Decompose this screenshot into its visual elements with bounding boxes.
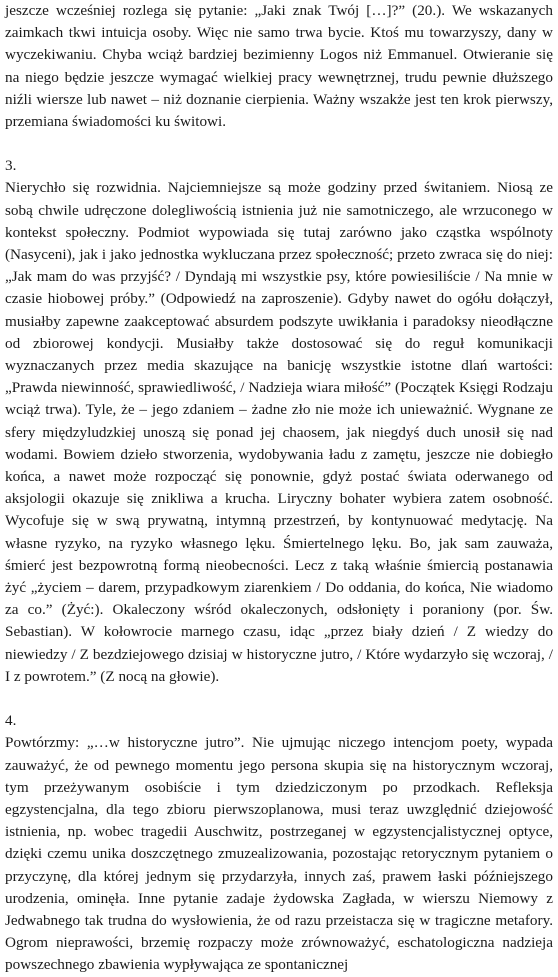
paragraph-intro: jeszcze wcześniej rozlega się pytanie: „Jaki znak Twój […]?” (20.). We wskazanych zaimkach tkwi intuicja osoby. Więc nie samo trwa bycie. Ktoś mu towarzyszy, dany w wyczekiwaniu. Chyba wciąż bardziej bezimienny Logos niż Emmanuel. Otwieranie się na niego będzie jeszcze wymagać wielkiej pracy wewnętrznej, trudu pewnie dłuższego niźli wiersze lub nawet – niż doznanie cierpienia. Ważny wszakże jest ten krok pierwszy, przemiana świadomości ku świtowi.	[5, 2, 553, 131]
section-number-3: 3.	[5, 157, 17, 175]
paragraph-section-4: Powtórzmy: „…w historyczne jutro”. Nie ujmując niczego intencjom poety, wypada zauważyć, że od pewnego momentu jego persona skupia się na historycznym wczoraj, tym przeżywanym osobiście i tym dziedziczonym po przodkach. Refleksja egzystencjalna, dla tego zbioru pierwszoplanowa, musi teraz uwzględnić dziejowość istnienia, np. wobec tragedii Auschwitz, postrzeganej w egzystencjalistycznej optyce, dzięki czemu unika doszczętnego zmuzealizowania, pozostając retorycznym pytaniem o przyczynę, dla której jednym się przydarzyła, innych zaś, prawem łaski późniejszego urodzenia, ominęła. Inne pytanie zadaje żydowska Zagłada, w wierszu Niemowy z Jedwabnego tak trudna do wysłowienia, że od razu przeistacza się w tragiczne metafory. Ogrom nieprawości, brzemię rozpaczy może zrównoważyć, eschatologiczna nadzieja powszechnego zbawienia wypływająca ze spontanicznej	[5, 734, 553, 974]
document-page	[5, 0, 553, 977]
paragraph-section-3: Nierychło się rozwidnia. Najciemniejsze są może godziny przed świtaniem. Niosą ze sobą chwile udręczone dolegliwością istnienia już nie samotniczego, ale wrzuconego w kontekst społeczny. Podmiot wypowiada się tutaj zarówno jako cząstka wspólnoty (Nasyceni), jak i jako jednostka wykluczana przez społeczność; przeto zwraca się do niej: „Jak mam do was przyjść? / Dyndają mi wszystkie psy, które powiesiliście / Na mnie w czasie hiobowej próby.” (Odpowiedź na zaproszenie). Gdyby nawet do ogółu dołączył, musiałby zapewne zaakceptować absurdem podszyte uwikłania i paradoksy nieodłączne od zbiorowej kondycji. Musiałby także dostosować się do reguł komunikacji wyznaczanych przez media skazujące na banicję wszystkie istotne dlań wartości: „Prawda niewinność, sprawiedliwość, / Nadzieja wiara miłość” (Początek Księgi Rodzaju wciąż trwa). Tyle, że – jego zdaniem – żadne zło nie może ich unieważnić. Wygnane ze sfery międzyludzkiej unoszą się ponad jej chaosem, jak niegdyś duch unosił się nad wodami. Bowiem dzieło stworzenia, wydobywania ładu z zamętu, jeszcze nie dobiegło końca, a nawet może rozpocząć się ponownie, gdyż postać świata oderwanego od aksjologii okazuje się znikliwa a krucha. Liryczny bohater wybiera zatem osobność. Wycofuje się w swą prywatną, intymną przestrzeń, by kontynuować medytację. Na własne ryzyko, na ryzyko własnego lęku. Śmiertelnego lęku. Bo, jak sam zauważa, śmierć jest bezpowrotną formą nieobecności. Lecz z taką właśnie śmiercią postanawia żyć „życiem – darem, przypadkowym ziarenkiem / Do oddania, do końca, Nie wiadomo za co.” (Żyć:). Okaleczony wśród okaleczonych, odsłonięty i poraniony (por. Św. Sebastian). W kołowrocie marnego czasu, idąc „przez biały dzień / Z wiedzy do niewiedzy / Z bezdziejowego dzisiaj w historyczne jutro, / Które wydarzyło się wczoraj, / I z powrotem.” (Z nocą na głowie).	[5, 179, 553, 685]
section-number-4: 4.	[5, 712, 17, 730]
